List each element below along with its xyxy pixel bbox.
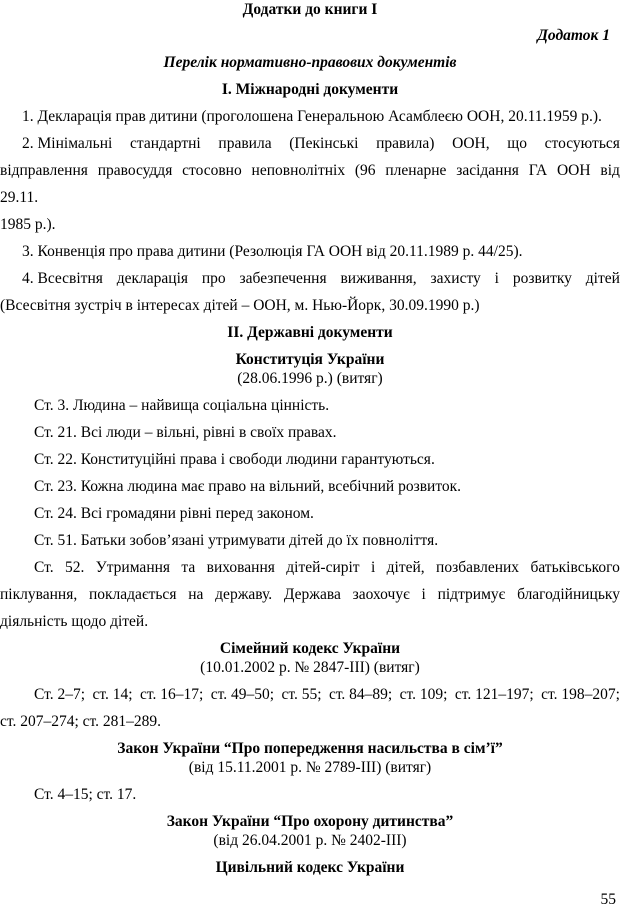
word: 2. Мінімальні	[22, 135, 113, 152]
intl-item-4-line2: (Всесвітня зустріч в інтересах дітей – ООН, м. Нью-Йорк, 30.09.1990 р.)	[0, 297, 480, 314]
section2-heading: ІІ. Державні документи	[227, 324, 393, 341]
word: і	[370, 559, 376, 576]
violence-law-title: Закон України “Про попередження насильства в сім’ї”	[117, 740, 503, 757]
word: ст. 198–207;	[541, 686, 620, 703]
word: розвитку	[512, 270, 572, 287]
constitution-art-52-line2	[0, 586, 620, 604]
word: позбавлених	[436, 559, 520, 576]
word: забезпечення	[239, 270, 327, 287]
word: покладається	[88, 586, 177, 603]
word: та	[181, 559, 196, 576]
word: дітей	[585, 270, 620, 287]
family-code-subtitle: (10.01.2002 р. № 2847-ІІІ) (витяг)	[200, 659, 420, 676]
intl-item-2-line3: 29.11.	[0, 189, 39, 206]
word: стандартні	[130, 135, 201, 152]
book-title: Додатки до книги І	[242, 1, 378, 18]
word: пленарне	[385, 162, 447, 179]
family-code-title: Сімейний кодекс України	[219, 640, 401, 657]
word: дітей-сиріт	[286, 559, 360, 576]
word: виживання,	[340, 270, 417, 287]
constitution-art-51: Ст. 51. Батьки зобов’язані утримувати дітей до їх повноліття.	[34, 532, 439, 549]
constitution-art-24: Ст. 24. Всі громадяни рівні перед законом.	[34, 505, 314, 522]
word: Держава	[283, 586, 341, 603]
word: і	[421, 586, 426, 603]
intl-item-2-line4: 1985 р.).	[0, 216, 56, 233]
constitution-art-23: Ст. 23. Кожна людина має право на вільний, всебічний розвиток.	[34, 478, 462, 495]
word: підтримує	[437, 586, 506, 603]
word: ст. 16–17;	[139, 686, 204, 703]
appendix-label: Додаток 1	[537, 27, 610, 44]
violence-law-articles: Ст. 4–15; ст. 17.	[34, 786, 137, 803]
violence-law-subtitle: (від 15.11.2001 р. № 2789-ІІІ) (витяг)	[188, 759, 432, 776]
word: ООН,	[452, 135, 490, 152]
word: на	[188, 586, 204, 603]
word: що	[507, 135, 527, 152]
word: Утримання	[95, 559, 171, 576]
constitution-subtitle: (28.06.1996 р.) (витяг)	[237, 370, 383, 387]
word: піклування,	[0, 586, 78, 603]
word: (Пекінські	[289, 135, 359, 152]
word: Ст.	[34, 559, 54, 576]
word: ст. 109;	[399, 686, 448, 703]
word: ООН	[556, 162, 591, 179]
word: батьківського	[530, 559, 620, 576]
word: правила	[218, 135, 272, 152]
word: неповнолітніх	[251, 162, 346, 179]
intl-item-3: 3. Конвенція про права дитини (Резолюція ГА ООН від 20.11.1989 р. 44/25).	[22, 243, 523, 260]
word: про	[201, 270, 226, 287]
section1-heading: І. Міжнародні документи	[221, 81, 399, 98]
word: ст. 55;	[281, 686, 322, 703]
intl-item-1: 1. Декларація прав дитини (проголошена Генеральною Асамблеєю ООН, 20.11.1959 р.).	[22, 108, 602, 125]
civil-code-title: Цивільний кодекс України	[215, 859, 405, 876]
family-code-articles-line1	[34, 686, 620, 704]
word: засідання	[456, 162, 519, 179]
word: Ст. 2–7;	[34, 686, 86, 703]
word: дітей,	[386, 559, 425, 576]
word: захисту	[430, 270, 481, 287]
word: від	[600, 162, 620, 179]
list-title: Перелік нормативно-правових документів	[163, 54, 457, 71]
word: заохочує	[352, 586, 410, 603]
word: ст. 49–50;	[210, 686, 275, 703]
word: правосуддя	[97, 162, 173, 179]
word: благодійницьку	[517, 586, 620, 603]
word: ст. 14;	[92, 686, 133, 703]
word: правила)	[376, 135, 435, 152]
word: державу.	[215, 586, 273, 603]
constitution-art-22: Ст. 22. Конституційні права і свободи людини гарантуються.	[34, 451, 435, 468]
word: виховання	[206, 559, 275, 576]
word: 4. Всесвітня	[22, 270, 103, 287]
constitution-title: Конституція України	[235, 351, 385, 368]
intl-item-2-line2	[0, 162, 620, 180]
intl-item-2-line1	[22, 135, 620, 153]
intl-item-4-line1	[22, 270, 620, 288]
constitution-art-52-line3: діяльність щодо дітей.	[0, 613, 149, 630]
word: ст. 84–89;	[328, 686, 393, 703]
word: стосуються	[544, 135, 620, 152]
word: стосовно	[182, 162, 242, 179]
constitution-art-52-line1	[34, 559, 620, 577]
constitution-art-21: Ст. 21. Всі люди – вільні, рівні в своїх правах.	[34, 424, 337, 441]
page-number: 55	[600, 891, 616, 908]
constitution-art-3: Ст. 3. Людина – найвища соціальна цінність.	[34, 397, 330, 414]
word: відправлення	[0, 162, 88, 179]
word: ст. 121–197;	[454, 686, 534, 703]
word: (96	[354, 162, 376, 179]
word: декларація	[116, 270, 189, 287]
family-code-articles-line2: ст. 207–274; ст. 281–289.	[0, 713, 162, 730]
word: ГА	[528, 162, 548, 179]
word: 52.	[65, 559, 85, 576]
childhood-law-title: Закон України “Про охорону дитинства”	[166, 813, 454, 830]
childhood-law-subtitle: (від 26.04.2001 р. № 2402-ІІІ)	[213, 832, 407, 849]
word: і	[494, 270, 499, 287]
